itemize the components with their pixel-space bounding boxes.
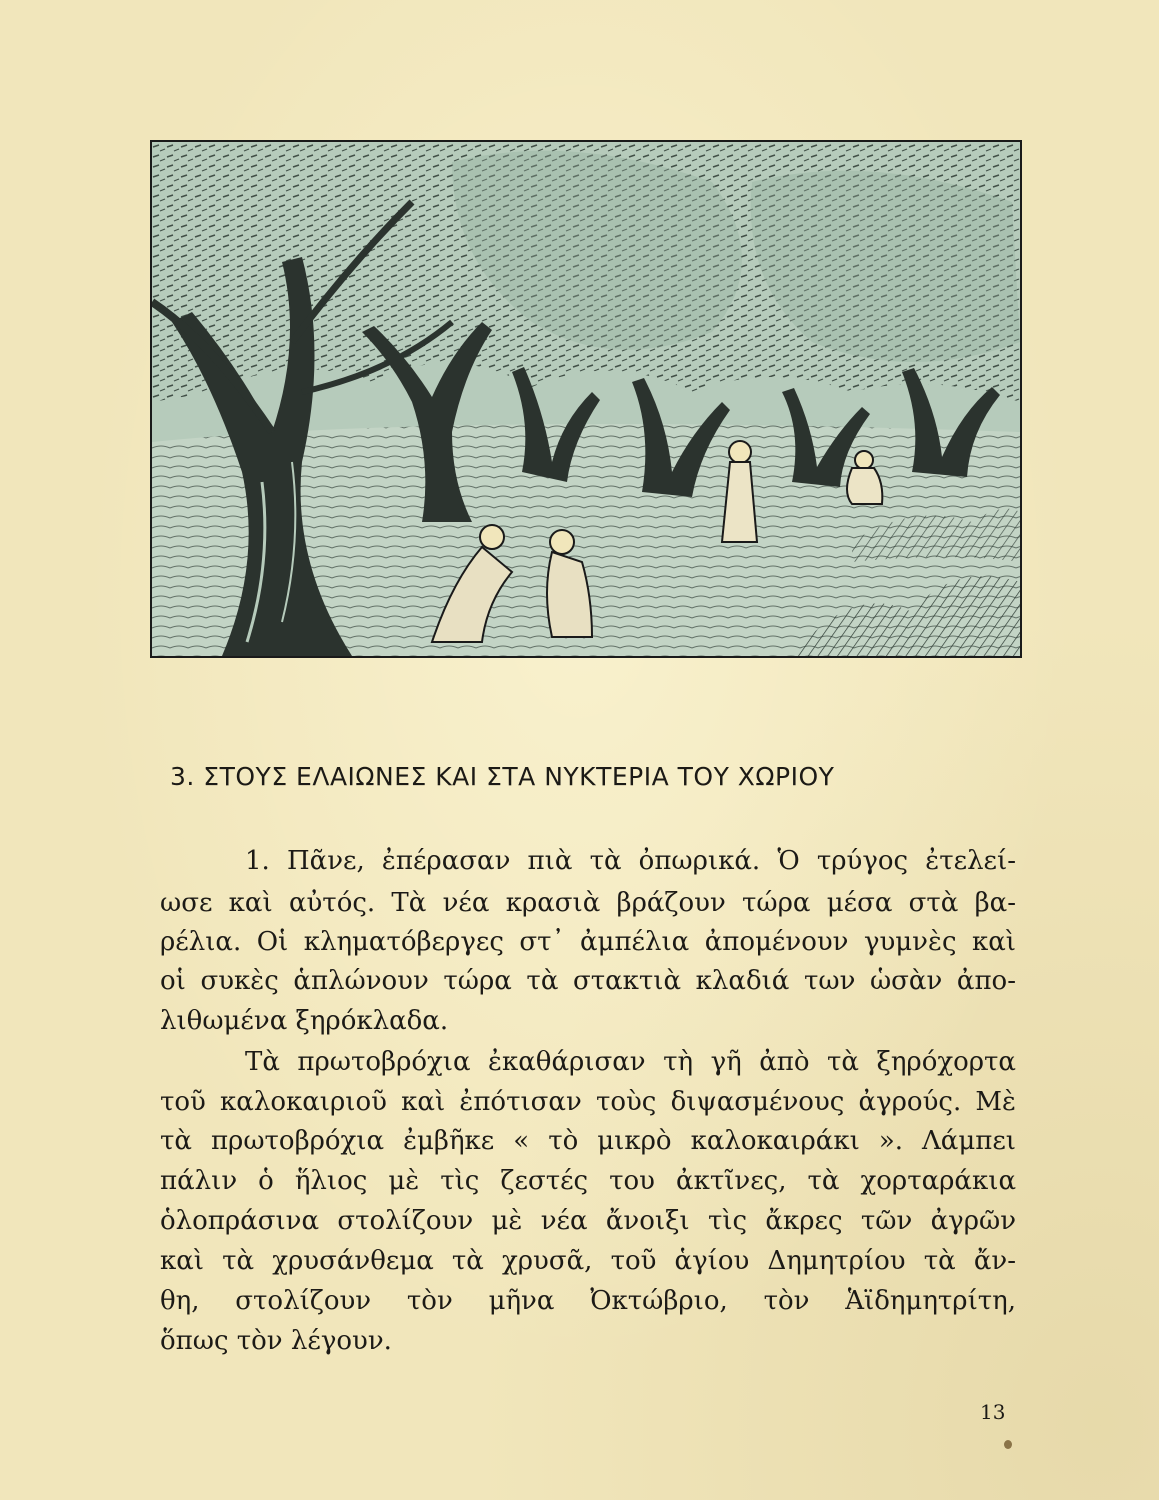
- paragraph-2-line-1: Τὰ πρωτοβρόχια ἐκαθάρισαν τὴ γῆ ἀπὸ τὰ ξηρόχορτα: [245, 1047, 1016, 1077]
- ink-dot: [1004, 1440, 1012, 1449]
- paragraph-2-line-4: πάλιν ὁ ἥλιος μὲ τὶς ζεστές του ἀκτῖνες, τὰ χορταράκια: [160, 1166, 1016, 1196]
- paragraph-2-line-5: ὁλοπράσινα στολίζουν μὲ νέα ἄνοιξι τὶς ἄκρες τῶν ἀγρῶν: [160, 1206, 1016, 1236]
- olive-grove-illustration: [150, 140, 1022, 658]
- paragraph-2-line-3: τὰ πρωτοβρόχια ἐμβῆκε « τὸ μικρὸ καλοκαιράκι ». Λάμπει: [160, 1126, 1016, 1156]
- paragraph-1-line-3: ρέλια. Οἱ κληματόβεργες στ᾽ ἀμπέλια ἀπομένουν γυμνὲς καὶ: [160, 927, 1016, 957]
- chapter-title: 3. ΣΤΟΥΣ ΕΛΑΙΩΝΕΣ ΚΑΙ ΣΤΑ ΝΥΚΤΕΡΙΑ ΤΟΥ ΧΩΡΙΟΥ: [170, 762, 835, 791]
- paragraph-2-line-6: καὶ τὰ χρυσάνθεμα τὰ χρυσᾶ, τοῦ ἁγίου Δημητρίου τὰ ἄν-: [160, 1246, 1016, 1276]
- paragraph-2-line-7: θη, στολίζουν τὸν μῆνα Ὀκτώβριο, τὸν Ἁϊδημητρίτη,: [160, 1286, 1016, 1316]
- paragraph-1-line-2: ωσε καὶ αὐτός. Τὰ νέα κρασιὰ βράζουν τώρα μέσα στὰ βα-: [160, 888, 1016, 918]
- paragraph-2-line-8: ὅπως τὸν λέγουν.: [160, 1326, 392, 1356]
- paragraph-2-line-2: τοῦ καλοκαιριοῦ καὶ ἐπότισαν τοὺς διψασμένους ἀγρούς. Μὲ: [160, 1087, 1016, 1117]
- paragraph-1-line-1: 1. Πᾶνε, ἐπέρασαν πιὰ τὰ ὀπωρικά. Ὁ τρύγος ἐτελεί-: [245, 846, 1016, 876]
- paragraph-1-line-4: οἱ συκὲς ἁπλώνουν τώρα τὰ στακτιὰ κλαδιά των ὡσὰν ἀπο-: [160, 966, 1016, 996]
- paragraph-1-line-5: λιθωμένα ξηρόκλαδα.: [160, 1006, 449, 1036]
- page-number: 13: [980, 1400, 1006, 1424]
- olive-grove-drawing: [152, 142, 1020, 656]
